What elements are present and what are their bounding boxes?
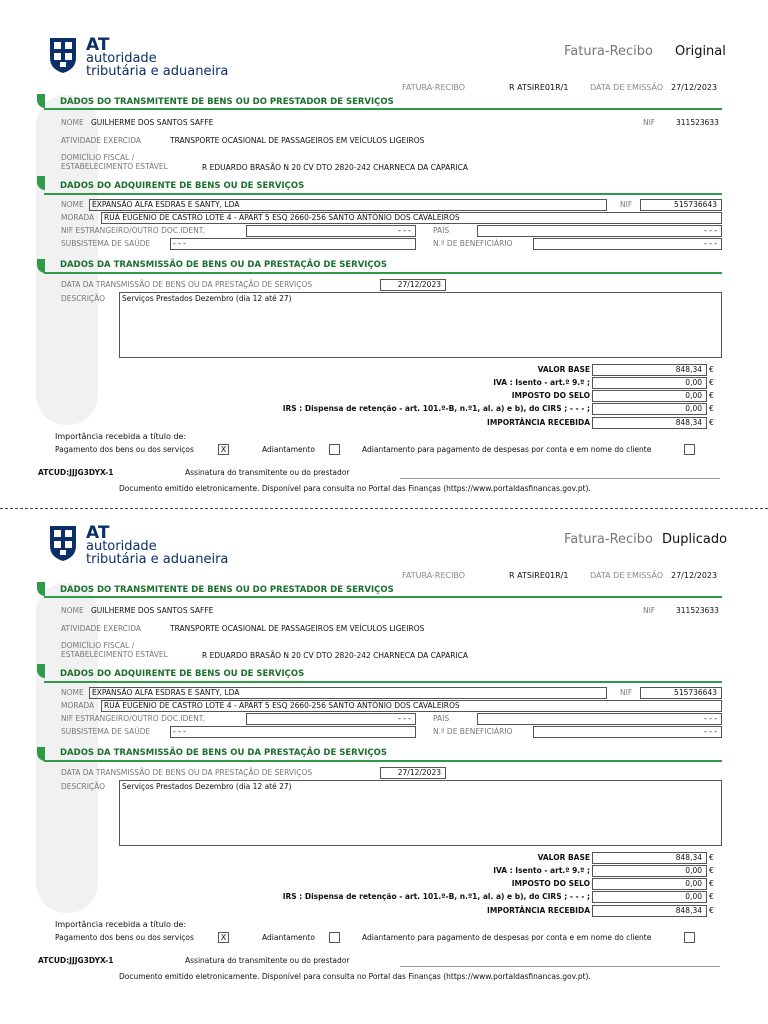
irs-value: 0,00 bbox=[592, 403, 707, 415]
payment-goods-checkbox[interactable]: X bbox=[218, 932, 229, 943]
country-label: PAÍS bbox=[433, 226, 450, 235]
payment-title: Importância recebida a título de: bbox=[55, 920, 187, 929]
activity-label: ATIVIDADE EXERCIDA bbox=[61, 624, 142, 633]
section-rule bbox=[44, 193, 722, 195]
irs-value: 0,00 bbox=[592, 891, 707, 903]
irs-label: IRS : Dispensa de retenção - art. 101.º-B, n.º1, al. a) e b), do CIRS ; - - - ; bbox=[282, 892, 590, 901]
foreign-nif-label: NIF ESTRANGEIRO/OUTRO DOC.IDENT. bbox=[61, 226, 205, 235]
domicile-label-1: DOMICÍLIO FISCAL / bbox=[61, 641, 135, 650]
iva-value: 0,00 bbox=[592, 865, 707, 877]
buyer-name-label: NOME bbox=[61, 688, 84, 697]
beneficiary: - - - bbox=[533, 238, 722, 250]
stamp-duty-value: 0,00 bbox=[592, 390, 707, 402]
currency: € bbox=[709, 365, 714, 374]
currency: € bbox=[709, 391, 714, 400]
irs-label: IRS : Dispensa de retenção - art. 101.º-B, n.º1, al. a) e b), do CIRS ; - - - ; bbox=[282, 404, 590, 413]
country-label: PAÍS bbox=[433, 714, 450, 723]
buyer-name-label: NOME bbox=[61, 200, 84, 209]
domicile-value: R EDUARDO BRASÃO N 20 CV DTO 2820-242 CHARNECA DA CAPARICA bbox=[202, 651, 468, 660]
doc-label: FATURA-RECIBO bbox=[402, 571, 466, 580]
amount-received-label: IMPORTÂNCIA RECEBIDA bbox=[487, 906, 590, 915]
seller-section-title: DADOS DO TRANSMITENTE DE BENS OU DO PRESTADOR DE SERVIÇOS bbox=[60, 585, 394, 595]
activity-value: TRANSPORTE OCASIONAL DE PASSAGEIROS EM VEÍCULOS LIGEIROS bbox=[170, 624, 425, 633]
logo-line-1: autoridade bbox=[86, 539, 157, 554]
copy-label: Duplicado bbox=[662, 532, 728, 547]
payment-advance-checkbox[interactable] bbox=[329, 932, 340, 943]
base-value-label: VALOR BASE bbox=[537, 853, 590, 862]
health-subsystem: - - - bbox=[170, 238, 416, 250]
buyer-address-label: MORADA bbox=[61, 701, 95, 710]
stamp-duty-value: 0,00 bbox=[592, 878, 707, 890]
payment-option-goods-label: Pagamento dos bens ou dos serviços bbox=[55, 445, 194, 454]
buyer-name: EXPANSÃO ALFA ESDRAS E SANTY, LDA bbox=[89, 199, 607, 211]
currency: € bbox=[709, 866, 714, 875]
activity-label: ATIVIDADE EXERCIDA bbox=[61, 136, 142, 145]
iva-value: 0,00 bbox=[592, 377, 707, 389]
buyer-nif-label: NIF bbox=[620, 688, 633, 697]
iva-label: IVA : Isento - art.º 9.º ; bbox=[493, 378, 590, 387]
currency: € bbox=[709, 853, 714, 862]
payment-expenses-checkbox[interactable] bbox=[684, 444, 695, 455]
description-label: DESCRIÇÃO bbox=[61, 782, 106, 791]
doc-number: R ATSIRE01R/1 bbox=[509, 83, 569, 92]
amount-received: 848,34 bbox=[592, 417, 707, 429]
buyer-nif: 515736643 bbox=[640, 687, 722, 699]
section-marker bbox=[37, 94, 45, 108]
payment-advance-checkbox[interactable] bbox=[329, 444, 340, 455]
electronic-notice: Documento emitido eletronicamente. Disponível para consulta no Portal das Finanças (https://www.portaldasfinancas.gov.pt). bbox=[119, 972, 591, 981]
at-logo-icon bbox=[48, 524, 78, 562]
logo-line-2: tributária e aduaneira bbox=[86, 552, 229, 567]
health-subsystem-label: SUBSISTEMA DE SAÚDE bbox=[61, 239, 151, 248]
issue-date: 27/12/2023 bbox=[671, 83, 718, 92]
base-value: 848,34 bbox=[592, 852, 707, 864]
transaction-date: 27/12/2023 bbox=[380, 279, 446, 291]
section-rule bbox=[44, 108, 722, 110]
doc-label: FATURA-RECIBO bbox=[402, 83, 466, 92]
seller-nif: 311523633 bbox=[676, 118, 719, 127]
section-marker bbox=[37, 582, 45, 596]
section-rule bbox=[44, 596, 722, 598]
health-subsystem-label: SUBSISTEMA DE SAÚDE bbox=[61, 727, 151, 736]
domicile-label-2: ESTABELECIMENTO ESTÁVEL bbox=[61, 162, 168, 171]
transaction-date-label: DATA DA TRANSMISSÃO DE BENS OU DA PRESTAÇÃO DE SERVIÇOS bbox=[61, 768, 313, 777]
transaction-section-title: DADOS DA TRANSMISSÃO DE BENS OU DA PRESTAÇÃO DE SERVIÇOS bbox=[60, 260, 388, 270]
section-rule bbox=[44, 760, 722, 762]
seller-nif: 311523633 bbox=[676, 606, 719, 615]
transaction-section-title: DADOS DA TRANSMISSÃO DE BENS OU DA PRESTAÇÃO DE SERVIÇOS bbox=[60, 748, 388, 758]
signature-line bbox=[400, 478, 720, 479]
currency: € bbox=[709, 404, 714, 413]
section-rule bbox=[44, 272, 722, 274]
buyer-section-title: DADOS DO ADQUIRENTE DE BENS OU DE SERVIÇOS bbox=[60, 669, 305, 679]
payment-title: Importância recebida a título de: bbox=[55, 432, 187, 441]
description: Serviços Prestados Dezembro (dia 12 até 27) bbox=[119, 780, 722, 846]
signature-label: Assinatura do transmitente ou do prestador bbox=[185, 956, 350, 965]
foreign-nif: - - - bbox=[246, 713, 416, 725]
at-logo-icon bbox=[48, 36, 78, 74]
atcud-code: ATCUD:JJJG3DYX-1 bbox=[38, 468, 114, 477]
health-subsystem: - - - bbox=[170, 726, 416, 738]
issue-date-label: DATA DE EMISSÃO bbox=[590, 83, 664, 92]
currency: € bbox=[709, 892, 714, 901]
domicile-value: R EDUARDO BRASÃO N 20 CV DTO 2820-242 CHARNECA DA CAPARICA bbox=[202, 163, 468, 172]
seller-name-label: NOME bbox=[61, 606, 84, 615]
invoice-copy-duplicate bbox=[0, 488, 768, 988]
logo-short: AT bbox=[86, 523, 110, 543]
signature-line bbox=[400, 966, 720, 967]
buyer-address-label: MORADA bbox=[61, 213, 95, 222]
currency: € bbox=[709, 378, 714, 387]
seller-name: GUILHERME DOS SANTOS SAFFE bbox=[91, 118, 214, 127]
copy-label: Original bbox=[675, 44, 726, 59]
document-type: Fatura-Recibo bbox=[564, 44, 654, 59]
base-value-label: VALOR BASE bbox=[537, 365, 590, 374]
issue-date-label: DATA DE EMISSÃO bbox=[590, 571, 664, 580]
domicile-label-2: ESTABELECIMENTO ESTÁVEL bbox=[61, 650, 168, 659]
country: - - - bbox=[477, 713, 722, 725]
payment-option-advance-label: Adiantamento bbox=[262, 933, 315, 942]
payment-option-expenses-label: Adiantamento para pagamento de despesas por conta e em nome do cliente bbox=[362, 445, 652, 454]
logo-line-1: autoridade bbox=[86, 51, 157, 66]
seller-section-title: DADOS DO TRANSMITENTE DE BENS OU DO PRESTADOR DE SERVIÇOS bbox=[60, 97, 394, 107]
domicile-label-1: DOMICÍLIO FISCAL / bbox=[61, 153, 135, 162]
signature-label: Assinatura do transmitente ou do prestador bbox=[185, 468, 350, 477]
transaction-date-label: DATA DA TRANSMISSÃO DE BENS OU DA PRESTAÇÃO DE SERVIÇOS bbox=[61, 280, 313, 289]
seller-nif-label: NIF bbox=[643, 606, 656, 615]
activity-value: TRANSPORTE OCASIONAL DE PASSAGEIROS EM VEÍCULOS LIGEIROS bbox=[170, 136, 425, 145]
foreign-nif: - - - bbox=[246, 225, 416, 237]
electronic-notice: Documento emitido eletronicamente. Disponível para consulta no Portal das Finanças (https://www.portaldasfinancas.gov.pt). bbox=[119, 484, 591, 493]
payment-expenses-checkbox[interactable] bbox=[684, 932, 695, 943]
currency: € bbox=[709, 879, 714, 888]
amount-received: 848,34 bbox=[592, 905, 707, 917]
logo-short: AT bbox=[86, 35, 110, 55]
document-type: Fatura-Recibo bbox=[564, 532, 654, 547]
beneficiary: - - - bbox=[533, 726, 722, 738]
buyer-nif-label: NIF bbox=[620, 200, 633, 209]
iva-label: IVA : Isento - art.º 9.º ; bbox=[493, 866, 590, 875]
invoice-copy-original bbox=[0, 0, 768, 500]
buyer-name: EXPANSÃO ALFA ESDRAS E SANTY, LDA bbox=[89, 687, 607, 699]
issue-date: 27/12/2023 bbox=[671, 571, 718, 580]
payment-option-advance-label: Adiantamento bbox=[262, 445, 315, 454]
stamp-duty-label: IMPOSTO DO SELO bbox=[511, 391, 590, 400]
atcud-code: ATCUD:JJJG3DYX-1 bbox=[38, 956, 114, 965]
description: Serviços Prestados Dezembro (dia 12 até 27) bbox=[119, 292, 722, 358]
payment-option-goods-label: Pagamento dos bens ou dos serviços bbox=[55, 933, 194, 942]
foreign-nif-label: NIF ESTRANGEIRO/OUTRO DOC.IDENT. bbox=[61, 714, 205, 723]
buyer-nif: 515736643 bbox=[640, 199, 722, 211]
seller-nif-label: NIF bbox=[643, 118, 656, 127]
currency: € bbox=[709, 418, 714, 427]
payment-option-expenses-label: Adiantamento para pagamento de despesas por conta e em nome do cliente bbox=[362, 933, 652, 942]
description-label: DESCRIÇÃO bbox=[61, 294, 106, 303]
buyer-address: RUA EUGENIO DE CASTRO LOTE 4 - APART 5 ESQ 2660-256 SANTO ANTÓNIO DOS CAVALEIROS bbox=[101, 212, 722, 224]
stamp-duty-label: IMPOSTO DO SELO bbox=[511, 879, 590, 888]
beneficiary-label: N.º DE BENEFICIÁRIO bbox=[433, 727, 513, 736]
buyer-address: RUA EUGENIO DE CASTRO LOTE 4 - APART 5 ESQ 2660-256 SANTO ANTÓNIO DOS CAVALEIROS bbox=[101, 700, 722, 712]
section-rule bbox=[44, 681, 722, 683]
doc-number: R ATSIRE01R/1 bbox=[509, 571, 569, 580]
beneficiary-label: N.º DE BENEFICIÁRIO bbox=[433, 239, 513, 248]
country: - - - bbox=[477, 225, 722, 237]
payment-goods-checkbox[interactable]: X bbox=[218, 444, 229, 455]
currency: € bbox=[709, 906, 714, 915]
base-value: 848,34 bbox=[592, 364, 707, 376]
transaction-date: 27/12/2023 bbox=[380, 767, 446, 779]
seller-name: GUILHERME DOS SANTOS SAFFE bbox=[91, 606, 214, 615]
buyer-section-title: DADOS DO ADQUIRENTE DE BENS OU DE SERVIÇOS bbox=[60, 181, 305, 191]
seller-name-label: NOME bbox=[61, 118, 84, 127]
logo-line-2: tributária e aduaneira bbox=[86, 64, 229, 79]
amount-received-label: IMPORTÂNCIA RECEBIDA bbox=[487, 418, 590, 427]
